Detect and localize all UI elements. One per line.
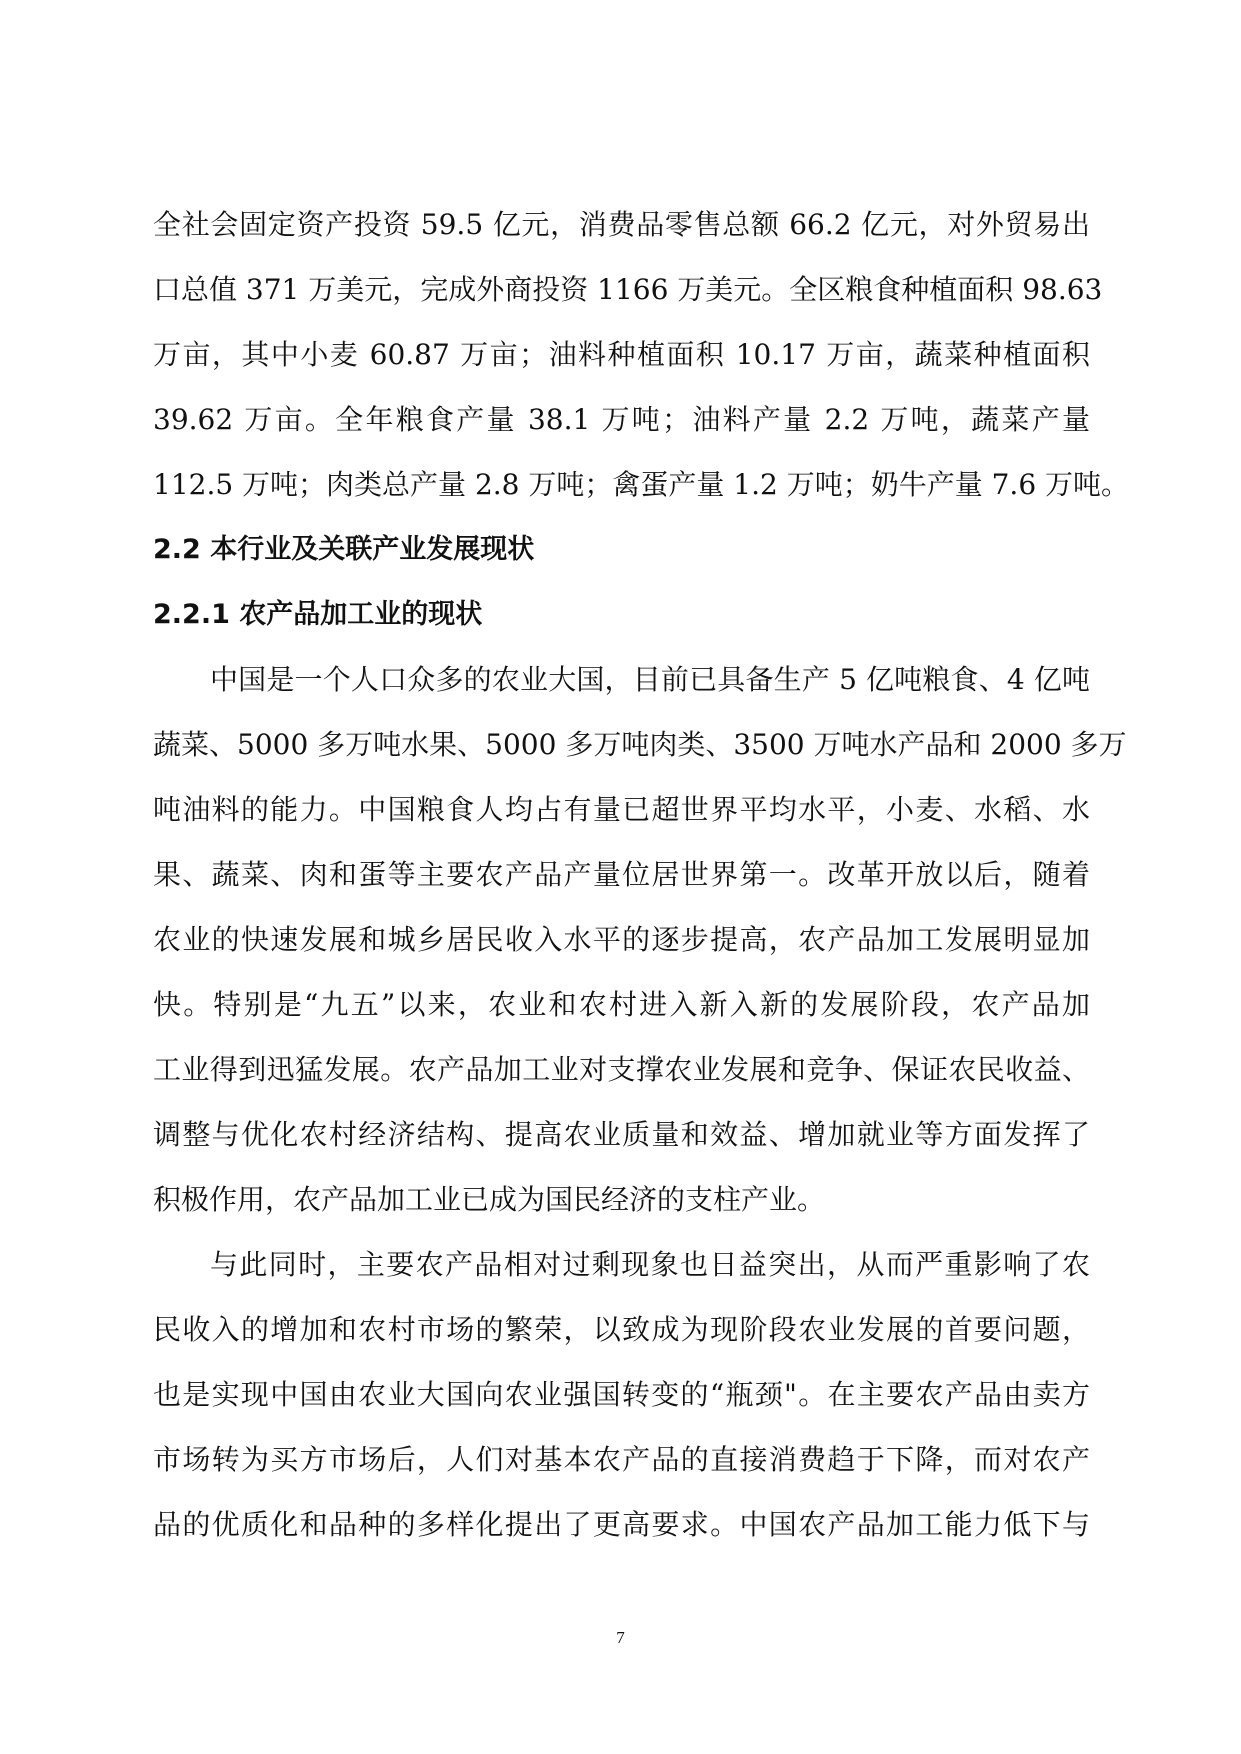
text-line: 工业得到迅猛发展。农产品加工业对支撑农业发展和竞争、保证农民收益、: [153, 1053, 1090, 1086]
text-line: 积极作用，农产品加工业已成为国民经济的支柱产业。: [153, 1183, 826, 1216]
text-line: 品的优质化和品种的多样化提出了更高要求。中国农产品加工能力低下与: [153, 1508, 1090, 1541]
paragraph-agri-processing-status: [153, 647, 1127, 1232]
text-line: 全社会固定资产投资 59.5 亿元，消费品零售总额 66.2 亿元，对外贸易出: [153, 208, 1090, 241]
section-heading: 2.2 本行业及关联产业发展现状: [153, 534, 535, 565]
text-line: 112.5 万吨；肉类总产量 2.8 万吨；禽蛋产量 1.2 万吨；奶牛产量 7.6 万吨。: [153, 468, 1130, 501]
page-number: 7: [616, 1628, 625, 1647]
text-line: 蔬菜、5000 多万吨水果、5000 多万吨肉类、3500 万吨水产品和 2000 多万: [153, 728, 1127, 761]
text-line: 果、蔬菜、肉和蛋等主要农产品产量位居世界第一。改革开放以后，随着: [153, 858, 1090, 891]
text-line: 口总值 371 万美元，完成外商投资 1166 万美元。全区粮食种植面积 98.63: [153, 273, 1103, 306]
subsection-heading: 2.2.1 农产品加工业的现状: [153, 599, 483, 630]
text-line: 中国是一个人口众多的农业大国，目前已具备生产 5 亿吨粮食、4 亿吨: [210, 663, 1090, 696]
text-line: 市场转为买方市场后，人们对基本农产品的直接消费趋于下降，而对农产: [153, 1443, 1090, 1476]
intro-paragraph: [153, 192, 1130, 517]
paragraph-surplus-issue: [153, 1232, 1090, 1557]
text-line: 民收入的增加和农村市场的繁荣，以致成为现阶段农业发展的首要问题，: [153, 1313, 1090, 1346]
text-line: 吨油料的能力。中国粮食人均占有量已超世界平均水平，小麦、水稻、水: [153, 793, 1090, 826]
text-line: 也是实现中国由农业大国向农业强国转变的“瓶颈"。在主要农产品由卖方: [153, 1378, 1090, 1411]
text-line: 快。特别是“九五”以来，农业和农村进入新入新的发展阶段，农产品加: [153, 988, 1090, 1021]
text-line: 万亩，其中小麦 60.87 万亩；油料种植面积 10.17 万亩，蔬菜种植面积: [153, 338, 1090, 371]
text-line: 农业的快速发展和城乡居民收入水平的逐步提高，农产品加工发展明显加: [153, 923, 1090, 956]
text-line: 调整与优化农村经济结构、提高农业质量和效益、增加就业等方面发挥了: [153, 1118, 1090, 1151]
page-body: [153, 192, 1130, 1557]
text-line: 与此同时，主要农产品相对过剩现象也日益突出，从而严重影响了农: [210, 1248, 1090, 1281]
text-line: 39.62 万亩。全年粮食产量 38.1 万吨；油料产量 2.2 万吨，蔬菜产量: [153, 403, 1090, 436]
